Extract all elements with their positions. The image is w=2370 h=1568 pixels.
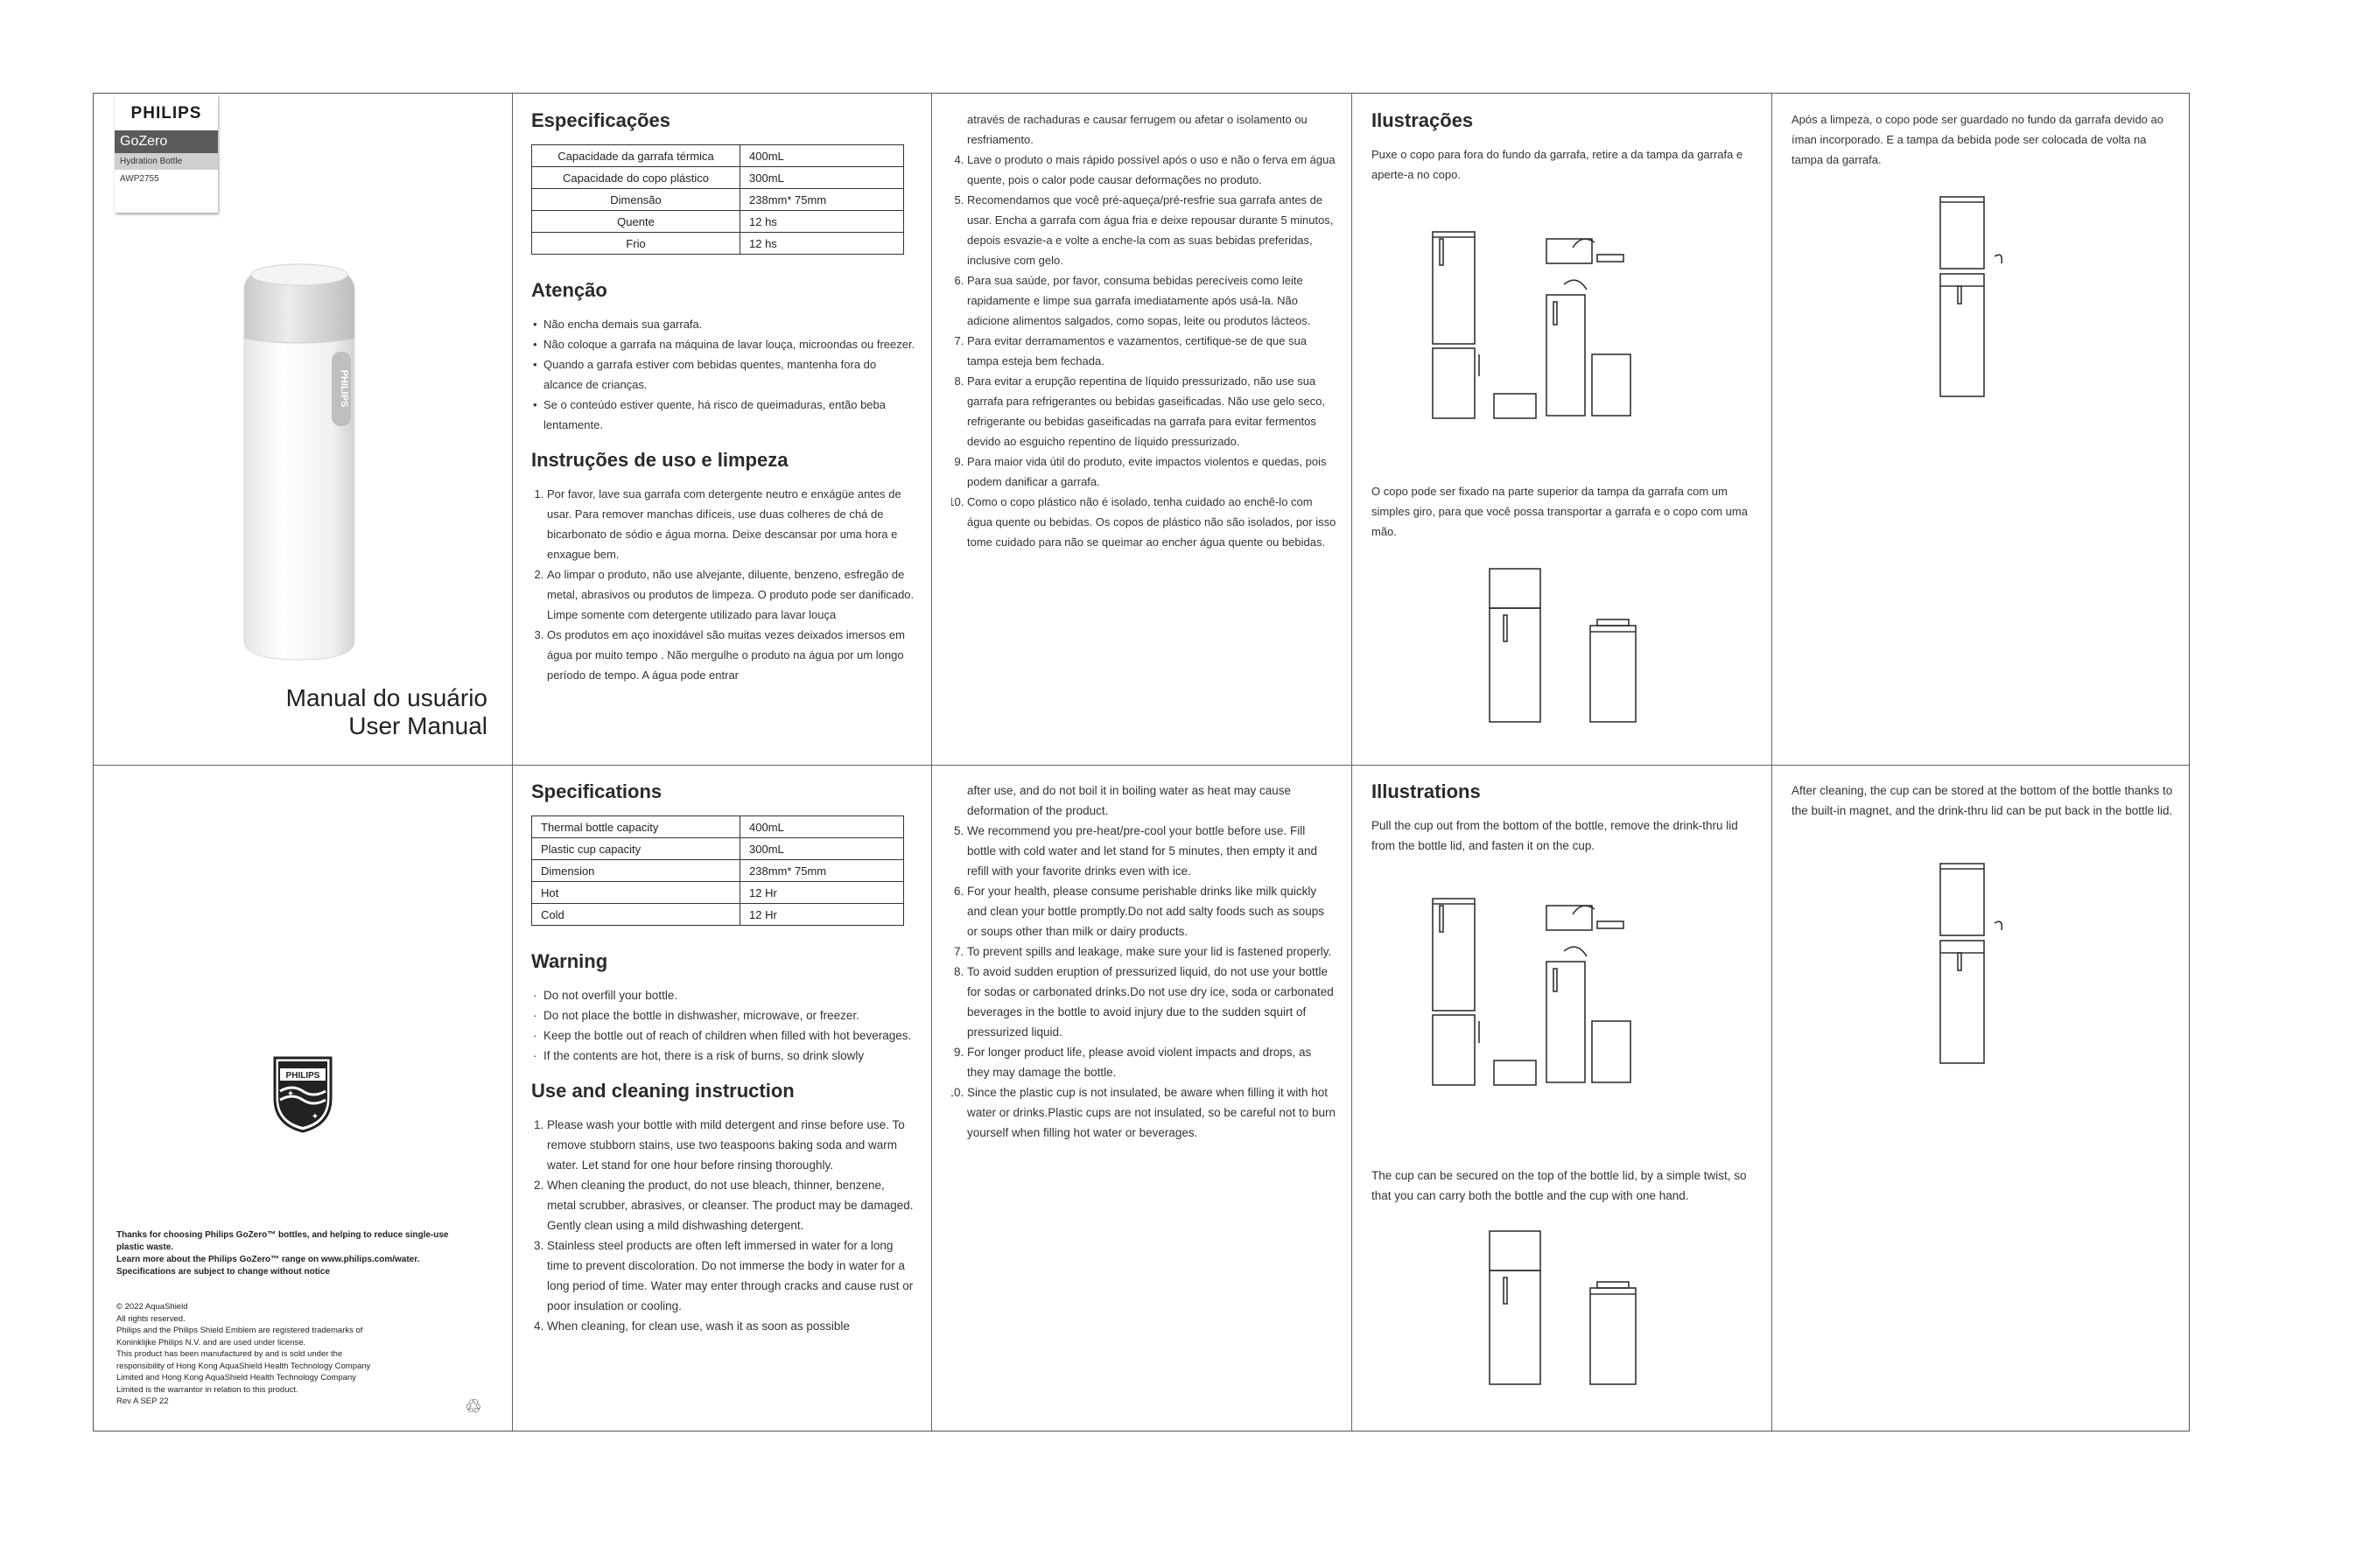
fold-line <box>1351 94 1352 1431</box>
bottle-logo: PHILIPS <box>339 369 349 408</box>
spec-label: Hot <box>532 882 740 904</box>
continued-text: after use, and do not boil it in boiling water as heat may cause deformation of the product. <box>967 784 1291 817</box>
list-item: 1. Please wash your bottle with mild detergent and rinse before use. To remove stubborn stains, use two teaspoons baking soda and warm water. Let stand for one hour before rinsing thoroughly. <box>547 1115 916 1175</box>
spec-value: 400mL <box>740 816 904 838</box>
table-row <box>532 233 904 255</box>
legal-line: © 2022 AquaShield <box>116 1302 188 1312</box>
spec-value: 300mL <box>740 838 904 860</box>
bottle-photo <box>234 256 365 676</box>
en-specs-panel <box>531 780 916 1428</box>
table-row <box>532 838 904 860</box>
recycle-icon: ♲ <box>465 1396 482 1418</box>
manual-title-en: User Manual <box>348 712 487 739</box>
section-title: Use and cleaning instruction <box>531 1080 795 1102</box>
spec-label: Thermal bottle capacity <box>532 816 740 838</box>
spec-value: 12 hs <box>740 211 904 233</box>
table-row <box>532 816 904 838</box>
spec-label: Frio <box>532 233 740 255</box>
continued-text: através de rachaduras e causar ferrugem ou afetar o isolamento ou resfriamento. <box>967 113 1308 146</box>
list-item: 6. For your health, please consume perishable drinks like milk quickly and clean your bottle promptly.Do not add salty foods such as soups or soups other than milk or dairy products. <box>967 881 1336 942</box>
list-item: 8. To avoid sudden eruption of pressurized liquid, do not use your bottle for sodas or carbonated drinks.Do not use dry ice, soda or carbonated beverages in the bottle to avoid injury due to the sudden squirt of pressurized liquid. <box>967 962 1336 1042</box>
section-title: Especificações <box>531 109 670 131</box>
list-item: 9. For longer product life, please avoid violent impacts and drops, as they may damage the bottle. <box>967 1042 1336 1082</box>
list-item: 2. Ao limpar o produto, não use alvejante, diluente, benzeno, esfregão de metal, abrasivos ou produtos de limpeza. O produto pode ser danificado. Limpe somente com detergente utilizado para lavar louça <box>547 564 916 625</box>
spec-value: 12 hs <box>740 233 904 255</box>
spec-label: Cold <box>532 904 740 926</box>
legal-text <box>116 1301 466 1408</box>
list-item: 7. Para evitar derramamentos e vazamentos, certifique-se de que sua tampa esteja bem fechada. <box>967 331 1336 371</box>
section-title: Warning <box>531 950 608 972</box>
section-title: Instruções de uso e limpeza <box>531 449 789 471</box>
spec-label: Dimensão <box>532 189 740 211</box>
section-title: Ilustrações <box>1371 109 1474 131</box>
spec-label: Dimension <box>532 860 740 882</box>
spec-value: 238mm* 75mm <box>740 860 904 882</box>
spec-label: Plastic cup capacity <box>532 838 740 860</box>
spec-value: 238mm* 75mm <box>740 189 904 211</box>
model-number: AWP2755 <box>120 174 159 184</box>
manual-sheet <box>93 93 2190 1432</box>
fold-line <box>931 94 932 1431</box>
legal-line: Limited is the warrantor in relation to this product. <box>116 1384 298 1395</box>
section-title: Illustrations <box>1371 780 1481 802</box>
list-item: 4. Lave o produto o mais rápido possível após o uso e não o ferva em água quente, pois o calor pode causar deformações no produto. <box>967 150 1336 190</box>
illustration-text: The cup can be secured on the top of the bottle lid, by a simple twist, so that you can carry both the bottle and the cup with one hand. <box>1371 1169 1747 1202</box>
list-item: 9. Para maior vida útil do produto, evite impactos violentos e quedas, pois podem danificar a garrafa. <box>967 452 1336 492</box>
list-item: 5. Recomendamos que você pré-aqueça/pré-resfrie sua garrafa antes de usar. Encha a garrafa com água fria e deixe repousar durante 5 minutos, depois esvazie-a e volte a enche-la com as suas bebidas preferidas, inclusive com gelo. <box>967 190 1336 270</box>
pt-cont-panel <box>951 109 1336 757</box>
product-tag <box>115 94 218 213</box>
list-item: · Do not place the bottle in dishwasher, microwave, or freezer. <box>543 1005 916 1026</box>
list-item: • Se o conteúdo estiver quente, há risco de queimaduras, então beba lentamente. <box>543 395 916 435</box>
list-item: • Quando a garrafa estiver com bebidas quentes, mantenha fora do alcance de crianças. <box>543 354 916 395</box>
storage-illustration <box>1932 188 2037 398</box>
svg-text:✦: ✦ <box>311 1112 319 1122</box>
section-title: Atenção <box>531 279 607 301</box>
manual-title <box>286 684 487 740</box>
spec-value: 12 Hr <box>740 904 904 926</box>
thanks-line: plastic waste. <box>116 1242 174 1252</box>
list-item: 7. To prevent spills and leakage, make sure your lid is fastened properly. <box>967 942 1336 962</box>
illustration-text: Pull the cup out from the bottom of the bottle, remove the drink-thru lid from the bottle lid, and fasten it on the cup. <box>1371 819 1738 852</box>
cover-panel <box>94 94 512 765</box>
table-row <box>532 882 904 904</box>
spec-label: Capacidade do copo plástico <box>532 167 740 189</box>
warning-list <box>531 985 916 1066</box>
spec-label: Capacidade da garrafa térmica <box>532 145 740 167</box>
legal-line: All rights reserved. <box>116 1313 186 1324</box>
table-row <box>532 211 904 233</box>
list-item: · If the contents are hot, there is a risk of burns, so drink slowly <box>543 1046 916 1066</box>
thanks-line: Learn more about the Philips GoZero™ range on www.philips.com/water. <box>116 1255 420 1264</box>
legal-line: This product has been manufactured by and is sold under the <box>116 1349 343 1359</box>
thanks-text <box>116 1229 493 1278</box>
illustration-text: Puxe o copo para fora do fundo da garrafa, retire a da tampa da garrafa e aperte-a no copo. <box>1371 148 1743 181</box>
list-item: 10. Como o copo plástico não é isolado, tenha cuidado ao enchê-lo com água quente ou bebidas. Os copos de plástico não são isolados, por isso tome cuidado para não se queimar ao encher água quente ou bebidas. <box>967 492 1336 552</box>
list-item: · Keep the bottle out of reach of children when filled with hot beverages. <box>543 1026 916 1046</box>
spec-value: 12 Hr <box>740 882 904 904</box>
pt-specs-panel <box>531 109 916 757</box>
assembly-illustration <box>1481 1222 1656 1397</box>
table-row <box>532 904 904 926</box>
spec-table <box>531 816 904 926</box>
shield-text: PHILIPS <box>285 1071 320 1081</box>
product-subtitle: Hydration Bottle <box>115 153 218 170</box>
table-row <box>532 189 904 211</box>
brand-logo: PHILIPS <box>130 104 202 122</box>
thanks-line: Thanks for choosing Philips GoZero™ bottles, and helping to reduce single-use <box>116 1230 449 1240</box>
illustration-text: O copo pode ser fixado na parte superior da tampa da garrafa com um simples giro, para que você possa transportar a garrafa e o copo com uma mão. <box>1371 485 1748 538</box>
illustration-text: Após a limpeza, o copo pode ser guardado no fundo da garrafa devido ao íman incorporado. E a tampa da bebida pode ser colocada de volta na tampa da garrafa. <box>1792 113 2163 166</box>
instruction-list <box>951 821 1336 1143</box>
disassembly-illustration <box>1424 223 1625 424</box>
list-item: 10. Since the plastic cup is not insulated, be aware when filling it with hot water or drinks.Plastic cups are not insulated, so be careful not to burn yourself when filling hot water or beverages. <box>967 1082 1336 1143</box>
legal-line: Rev A SEP 22 <box>116 1396 169 1406</box>
section-title: Specifications <box>531 780 663 802</box>
table-row <box>532 167 904 189</box>
warning-list <box>531 314 916 435</box>
en-after-panel <box>1792 780 2177 1428</box>
back-panel <box>94 766 512 1432</box>
en-ill-panel <box>1371 780 1756 1428</box>
fold-line <box>1771 94 1772 1431</box>
philips-shield-icon <box>271 1054 334 1133</box>
assembly-illustration <box>1481 560 1656 735</box>
legal-line: Philips and the Philips Shield Emblem are registered trademarks of <box>116 1326 363 1335</box>
disassembly-illustration <box>1424 890 1625 1091</box>
en-cont-panel <box>951 780 1336 1428</box>
pt-after-panel <box>1792 109 2177 757</box>
legal-line: responsibility of Hong Kong AquaShield Health Technology Company <box>116 1361 371 1371</box>
fold-line <box>512 94 513 1431</box>
list-item: 2. When cleaning the product, do not use bleach, thinner, benzene, metal scrubber, abrasives, or cleanser. The product may be damaged. Gently clean using a mild dishwashing detergent. <box>547 1175 916 1236</box>
legal-line: Limited and Hong Kong AquaShield Health Technology Company <box>116 1373 356 1382</box>
table-row <box>532 145 904 167</box>
list-item: 5. We recommend you pre-heat/pre-cool your bottle before use. Fill bottle with cold water and let stand for 5 minutes, then empty it and refill with your favorite drinks even with ice. <box>967 821 1336 881</box>
list-item: 6. Para sua saúde, por favor, consuma bebidas perecíveis como leite rapidamente e limpe sua garrafa imediatamente após usá-la. Não adicione alimentos salgados, como sopas, leite ou produtos lácteos. <box>967 270 1336 331</box>
list-item: 3. Stainless steel products are often left immersed in water for a long time to prevent discoloration. Do not immerse the body in water for a long period of time. Water may enter through cracks and cause rust or poor insulation or cooling. <box>547 1236 916 1316</box>
list-item: • Não encha demais sua garrafa. <box>543 314 916 334</box>
thanks-line: Specifications are subject to change without notice <box>116 1267 330 1277</box>
list-item: 8. Para evitar a erupção repentina de líquido pressurizado, não use sua garrafa para refrigerantes ou bebidas gaseificadas. Não use gelo seco, refrigerante ou bebidas gaseificadas na garrafa para evitar fermentos devido ao esguicho repentino de líquido pressurizado. <box>967 371 1336 452</box>
instruction-list <box>951 150 1336 552</box>
pt-ill-panel <box>1371 109 1756 757</box>
svg-text:✦: ✦ <box>286 1089 295 1099</box>
list-item: 3. Os produtos em aço inoxidável são muitas vezes deixados imersos em água por muito tempo . Não mergulhe o produto na água por um longo período de tempo. A água pode entrar <box>547 625 916 685</box>
legal-line: Koninklijke Philips N.V. and are used under license. <box>116 1337 306 1348</box>
illustration-text: After cleaning, the cup can be stored at the bottom of the bottle thanks to the built-in magnet, and the drink-thru lid can be put back in the bottle lid. <box>1792 784 2173 817</box>
instruction-list <box>531 1115 916 1336</box>
table-row <box>532 860 904 882</box>
list-item: 1. Por favor, lave sua garrafa com detergente neutro e enxágüe antes de usar. Para remover manchas difíceis, use duas colheres de chá de bicarbonato de sódio e água morna. Deixe descansar por uma hora e enxague bem. <box>547 484 916 564</box>
product-name: GoZero <box>115 130 218 153</box>
spec-label: Quente <box>532 211 740 233</box>
spec-table <box>531 144 904 255</box>
list-item: 4. When cleaning, for clean use, wash it as soon as possible <box>547 1316 916 1336</box>
spec-value: 300mL <box>740 167 904 189</box>
list-item: • Não coloque a garrafa na máquina de lavar louça, microondas ou freezer. <box>543 334 916 354</box>
list-item: · Do not overfill your bottle. <box>543 985 916 1005</box>
spec-value: 400mL <box>740 145 904 167</box>
manual-title-pt: Manual do usuário <box>285 684 487 711</box>
storage-illustration <box>1932 855 2037 1065</box>
instruction-list <box>531 484 916 685</box>
